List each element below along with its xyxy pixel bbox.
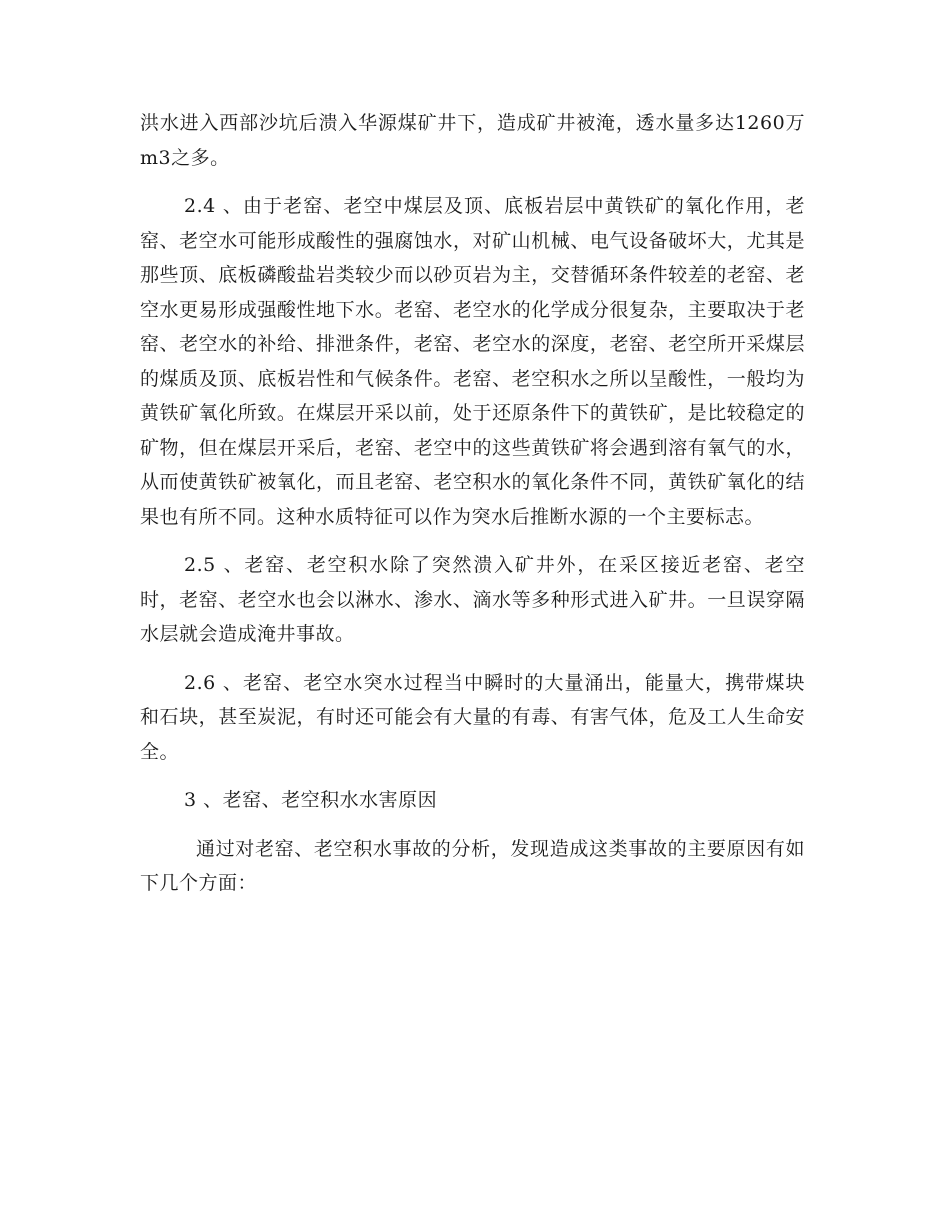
section-heading-3: 3 、老窑、老空积水水害原因: [184, 789, 438, 811]
paragraph-2-5: 2.5 、老窑、老空积水除了突然溃入矿井外，在采区接近老窑、老空时，老窑、老空水也会以淋水、渗水、滴水等多种形式进入矿井。一旦误穿隔水层就会造成淹井事故。: [140, 554, 805, 645]
paragraph-continuation: 洪水进入西部沙坑后溃入华源煤矿井下，造成矿井被淹，透水量多达1260万m3之多。: [140, 112, 805, 169]
document-page: [140, 106, 805, 901]
paragraph-2-6: 2.6 、老窑、老空水突水过程当中瞬时的大量涌出，能量大，携带煤块和石块，甚至炭泥，有时还可能会有大量的有毒、有害气体，危及工人生命安全。: [140, 671, 805, 763]
paragraph-2-4: 2.4 、由于老窑、老空中煤层及顶、底板岩层中黄铁矿的氧化作用，老窑、老空水可能形成酸性的强腐蚀水，对矿山机械、电气设备破坏大，尤其是那些顶、底板磷酸盐岩类较少而以砂页岩为主，交替循环条件较差的老窑、老空水更易形成强酸性地下水。老窑、老空水的化学成分很复杂，主要取决于老窑、老空水的补给、排泄条件，老窑、老空水的深度，老窑、老空所开采煤层的煤质及顶、底板岩性和气候条件。老窑、老空积水之所以呈酸性，一般均为黄铁矿氧化所致。在煤层开采以前，处于还原条件下的黄铁矿，是比较稳定的矿物，但在煤层开采后，老窑、老空中的这些黄铁矿将会遇到溶有氧气的水，从而使黄铁矿被氧化，而且老窑、老空积水的氧化条件不同，黄铁矿氧化的结果也有所不同。这种水质特征可以作为突水后推断水源的一个主要标志。: [140, 195, 805, 528]
paragraph-3-intro: 通过对老窑、老空积水事故的分析，发现造成这类事故的主要原因有如下几个方面：: [140, 837, 805, 894]
